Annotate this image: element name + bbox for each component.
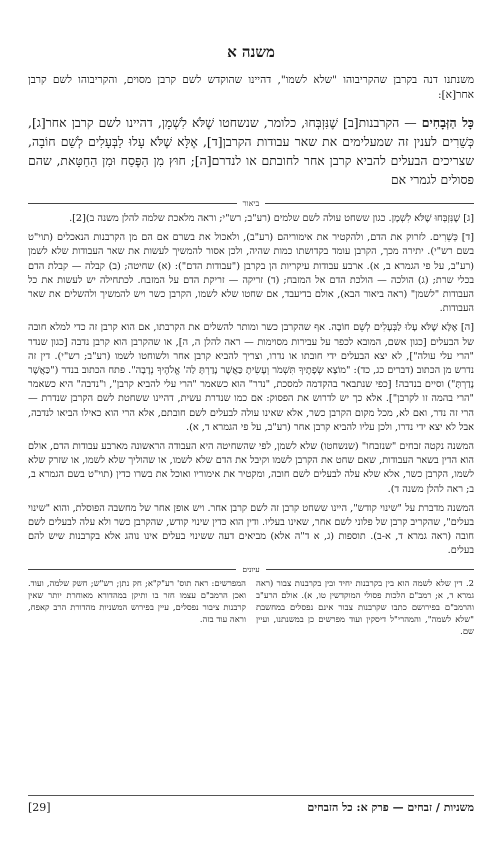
divider-line	[28, 569, 236, 570]
biur-note: המשנה נקטה זבחים "שנזבחו" (שנשחטו) שלא לשמן, לפי שהשחיטה היא העבודה הראשונה מארבע עבודות הדם, אולם הוא הדין בשאר העבודות, שאם שחט את הקרבן לשמו וקיבל את הדם שלא לשמו, או שהוליך שלא לשמו, או שזרק שלא לשמו, הקרבן כשר, אלא שלא עלה לבעלים לשם חובה, ומקטיר את אימוריו ואוכל את בשרו כדין (תוי"ט בשם הגמרא ב, ב; ראה להלן משנה ד).	[28, 441, 474, 495]
divider-line	[266, 569, 474, 570]
mishna-body: — הקרבנות[ב] שֶׁנִּזְבְּחוּ, כלומר, שנשחטו שֶׁלֹּא לִשְׁמָן, דהיינו לשם קרבן אחר[ג], כְּשֵׁרִים לענין זה שמעלימים את שאר עבודות הקרבן[ד], אֶלָּא שֶׁלֹּא עָלוּ לַבְּעָלִים לְשֵׁם חוֹבָה, שצריכים הבעלים להביא קרבן אחר לחובתם או לנדרם[ה]; חוּץ מִן הַפֶּסַח וּמִן הַחַטָּאת, שהם פסולים לגמרי אם	[28, 115, 474, 187]
biur-divider	[28, 199, 474, 208]
page	[0, 43, 500, 842]
divider-line	[265, 203, 474, 204]
mishna-text	[28, 113, 474, 189]
running-title: משניות / זבחים — פרק א: כל הזבחים	[307, 801, 474, 814]
iyunim-label: עיונים	[242, 564, 260, 574]
biur-paragraph: [ה] אֶלָּא שֶׁלֹּא עָלוּ לַבְּעָלִים לְשֵׁם חוֹבָה. אף שהקרבן כשר ומותר להשלים את הקרבתו, אם הוא קרבן זה כדי למלא חובה של הבעלים [כגון אשם, המובא לכפר על עבירות מסוימות — ראה להלן ה, ה], או שהקרבן הוא קרבן נדבה [כגון שנדר "הרי עלי עולה"], לא יצא הבעלים ידי חובתו או נדרו, וצריך להביא קרבן אחר ולשוחטו לשמו (רע"ב; רש"י). דין זה נדרש מן הכתוב (דברים כג, כד): "מוֹצָא שְׂפָתֶיךָ תִּשְׁמֹר וְעָשִׂיתָ כַּאֲשֶׁר נָדַרְתָּ לַה' אֱלֹהֶיךָ נְדָבָה". פתח הכתוב בנדר ("כַּאֲשֶׁר נָדַרְתָּ") וסיים בנדבה! [כפי שנתבאר בהקדמה למסכת, "נדר" הוא כשאמר "הרי עלי להביא קרבן", ו"נדבה" היא כשאמר "הרי בהמה זו לקרבן"]. אלא כך יש לדרוש את הפסוק: אם כמו שנדרת עשית, דהיינו ששחטת לשם הקרבן שנדרת — הרי זה נדר, ואם לא, מכל מקום הקרבן כשר, אלא שאינו עולה לבעלים לשם חובתם, אלא הרי הוא כאילו הביאו לנדבה, אבל לא יצא ידי נדרו, ולכן עליו להביא קרבן אחר (רע"ב, על פי הגמרא ד, א).	[28, 322, 474, 433]
biur-note: המשנה מדברת על "שינוי קודש", היינו ששחט קרבן זה לשם קרבן אחר. ויש אופן אחר של מחשבה הפוסלת, והוא "שינוי בעלים", שהקריב קרבן של פלוני לשם אחר, שאינו בעליו. ודין הוא כדין שינוי קודש, שהקרבן כשר ולא עלה לבעלים לשם חובה (ראה גמרא ד, א-ב). תוספות (ג, א ד"ה אלא) מביאים דעה ששינוי בעלים אינו נוהג אלא בקרבנות שיש להם בעלים.	[28, 502, 474, 557]
page-footer	[28, 795, 474, 814]
biur-label: ביאור	[242, 199, 260, 208]
iyunim-column-right: 2. דין שלא לשמה הוא בין בקרבנות יחיד ובין בקרבנות צבור (ראה גמרא ד, א; רמב"ם הלכות פסולי המוקדשין טו, א). אולם הרע"ב והרמב"ם בפירושם כתבו שקרבנות צבור אינם נפסלים במחשבת "שלא לשמה", והמהרי"ל דיסקין ועוד מפרשים כן במשנתנו, ועיין שם.	[256, 577, 474, 636]
biur-paragraph: [ד] כְּשֵׁרִים. לזרוק את הדם, ולהקטיר את אימוריהם (רע"ב), ולאכול את בשרם אם הם מן הקרבנות הנאכלים (תוי"ט בשם רש"י). יתירה מכך, הקרבן עומד בקדושתו כמות שהיה, ולכן אסור להמשיך לעשות את שאר העבודות שלא לשמן (רע"ב, על פי הגמרא ב, א). ארבע עבודות עיקריות הן בקרבן ("עבודות הדם"): (א) שחיטה; (ב) קבלה — קבלת הדם בכלי שרת; (ג) הולכה — הולכת הדם אל המזבח; (ד) זריקה — זריקת הדם על המזבח. לכתחילה יש לעשות את כל העבודות "לשמן" (ראה ביאור הבא), אולם בדיעבד, אם שחטו שלא לשמו, הקרבן כשר ויש להמשיך ולהשלים את שאר העבודות.	[28, 232, 474, 315]
biur-paragraph: [ג] שֶׁנִּזְבְּחוּ שֶׁלֹּא לִשְׁמָן. כגון ששחט עולה לשם שלמים (רע"ב; רש"י; וראה מלאכת שלמה להלן משנה ב)[2].	[69, 213, 474, 224]
iyunim-column-left: המפרשים: ראה תוס' רע"ק"א; חק נתן; רש"ש; חשק שלמה, ועוד. ואכן הרמב"ם עצמו חזר בו ותיקן במהדורא מאוחרת יותר שאין קרבנות ציבור נפסלים, עיין בפירוש המשניות מהדורת הרב קאפח, וראה עוד בזה.	[28, 577, 246, 624]
divider-line	[28, 203, 237, 204]
page-title: משנה א	[227, 43, 275, 61]
biur-section	[28, 212, 474, 559]
mishna-opening: כָּל הַזְּבָחִים	[421, 115, 474, 130]
iyunim-divider	[28, 565, 474, 574]
iyunim-section	[28, 577, 474, 637]
page-number: [29]	[28, 801, 51, 814]
intro-text: משנתנו דנה בקרבן שהקריבוהו "שלא לשמו", דהיינו שהוקדש לשם קרבן מסוים, והקריבוהו לשם קרבן אחר[א]:	[28, 74, 474, 101]
